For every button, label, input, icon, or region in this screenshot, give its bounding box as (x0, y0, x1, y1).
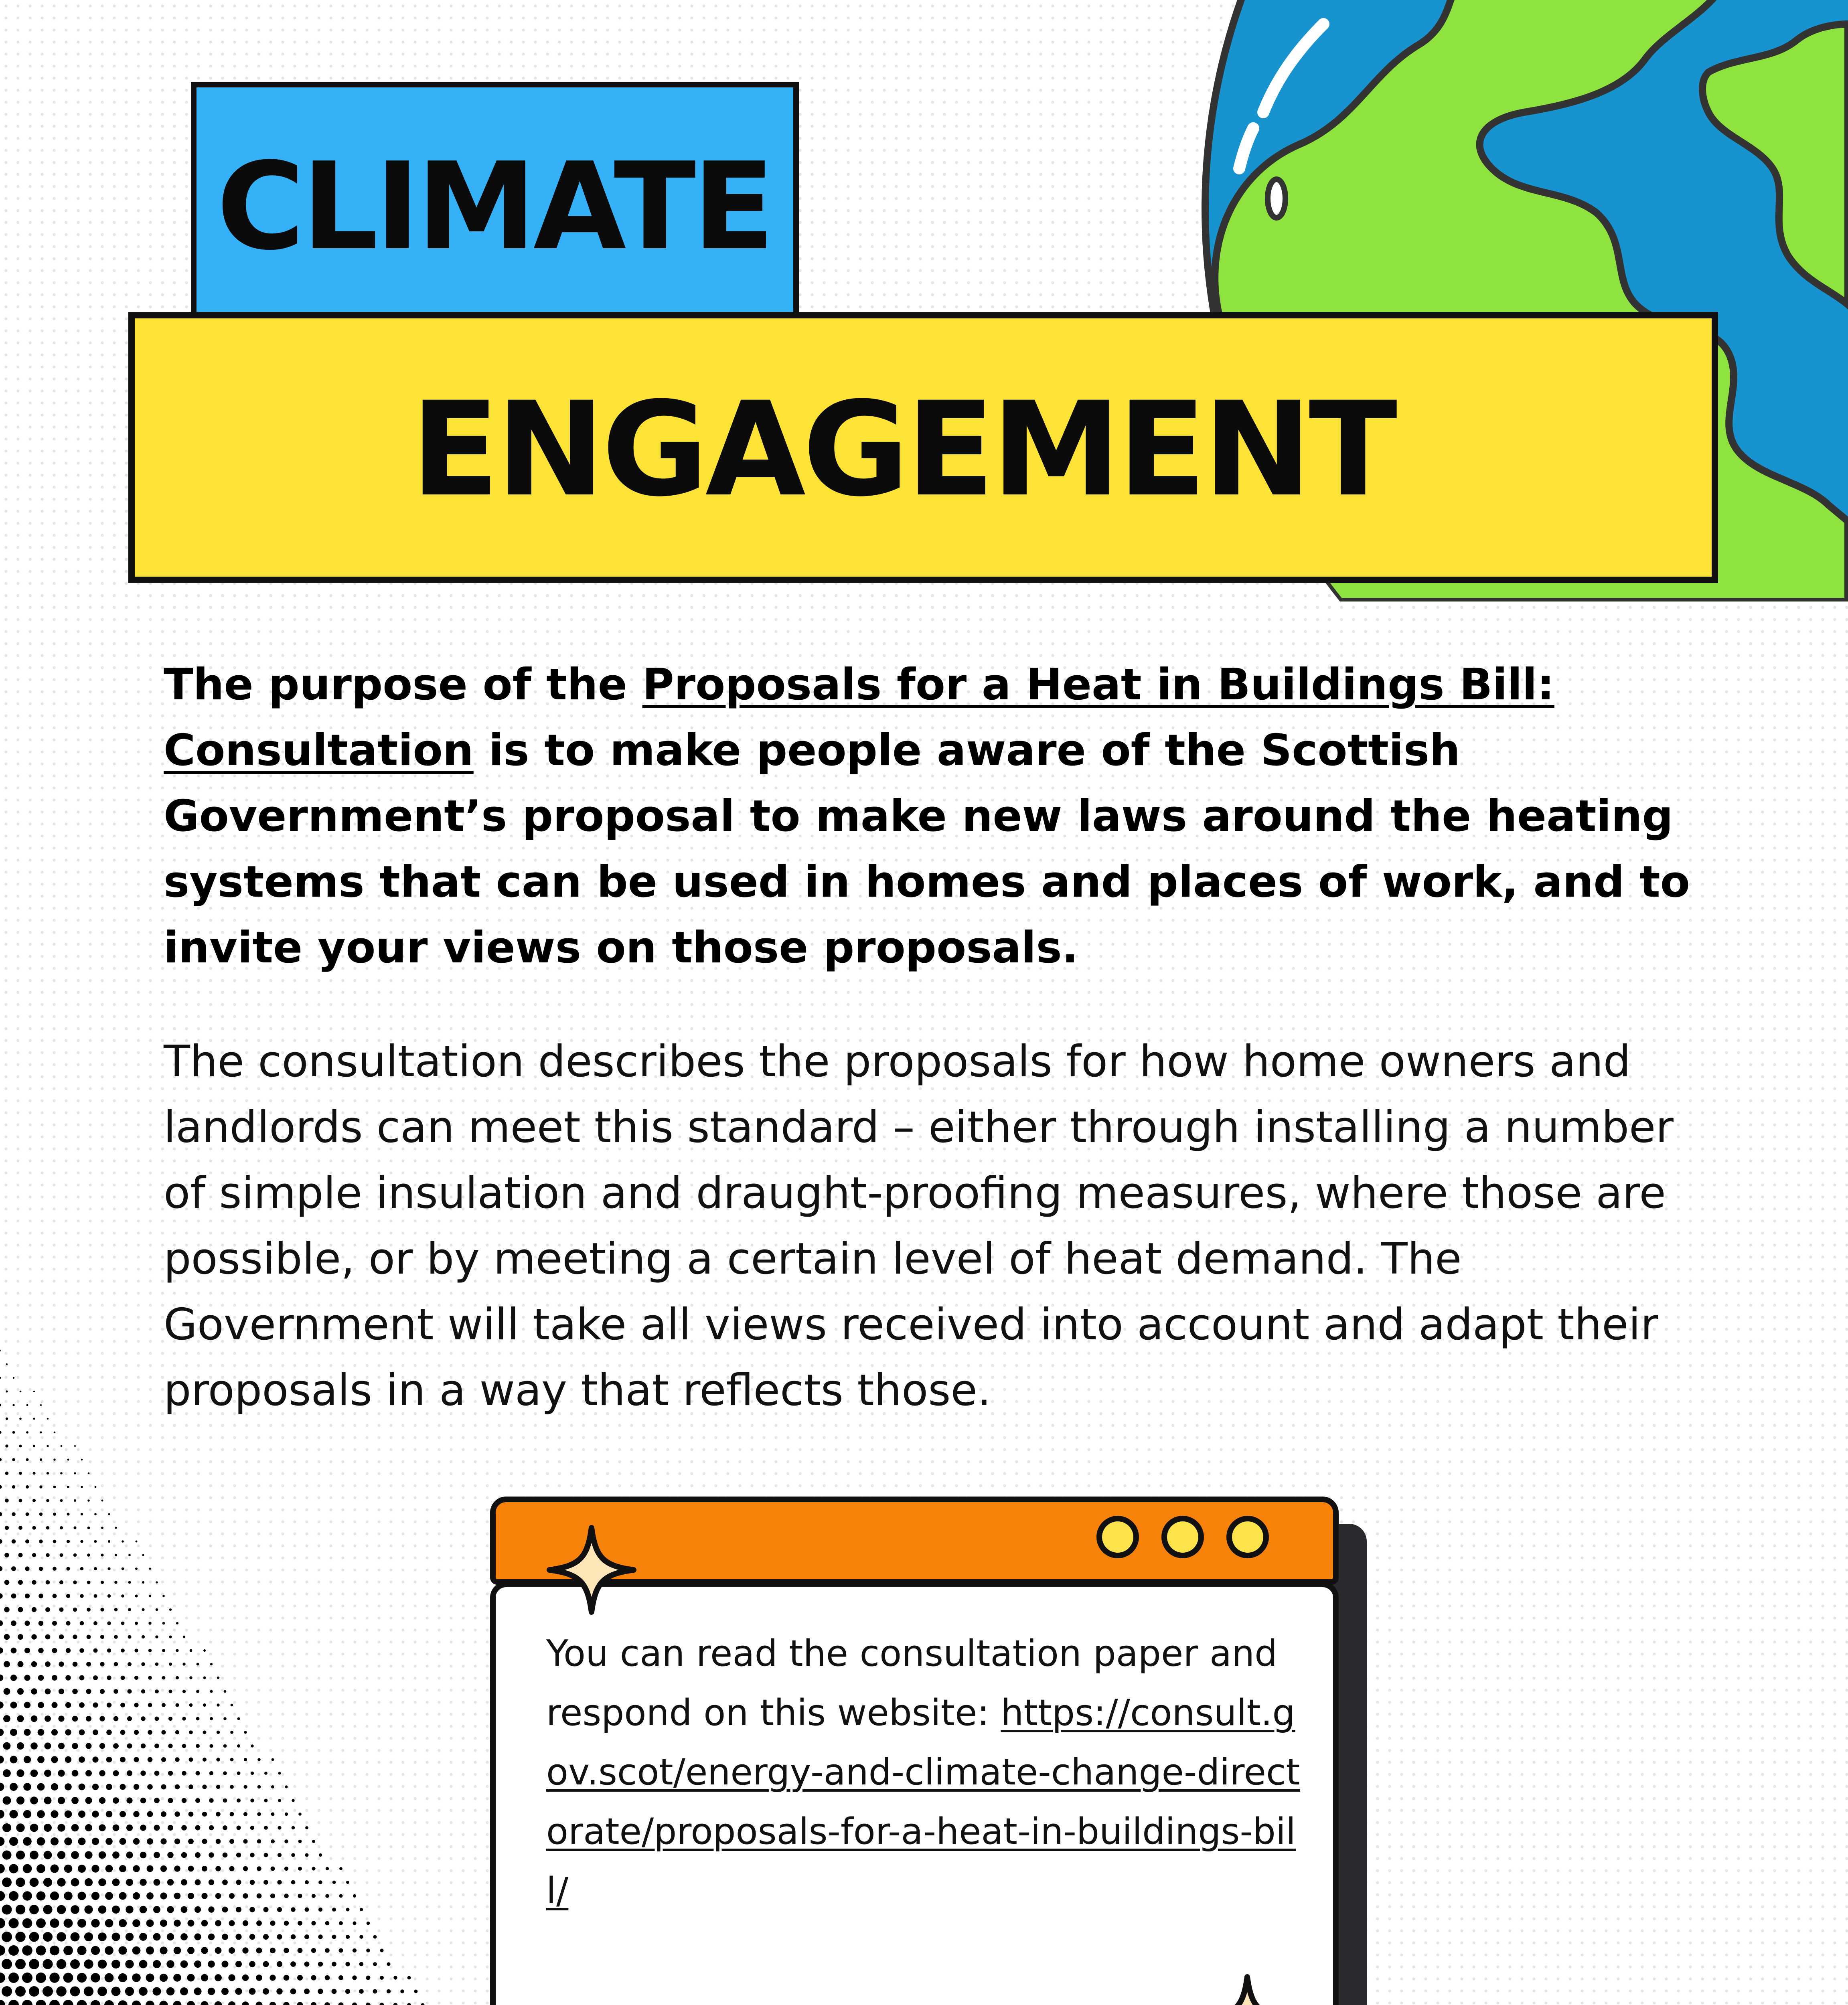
card-text (546, 1624, 1308, 1921)
card-message: You can read the consultation paper and respond on this website: (546, 1632, 1278, 1734)
window-dot-1 (1096, 1516, 1139, 1558)
intro-prefix: The purpose of the (164, 660, 642, 710)
window-dot-3 (1226, 1516, 1269, 1558)
body-paragraph: The consultation describes the proposals for how home owners and landlords can meet this standard – either through installing a number of simple insulation and draught-proofing measures, where those are possible, or by meeting a certain level of heat demand. The Government will take all views received into account and adapt their proposals in a way that reflects those. (164, 1037, 1674, 1416)
intro-suffix: is to make people aware of the Scottish Government’s proposal to make new laws around the heating systems that can be used in homes and places of work, and to invite your views on those proposals. (164, 725, 1690, 973)
window-dot-2 (1161, 1516, 1204, 1558)
sparkle-icon (545, 1524, 638, 1616)
intro-paragraph (164, 652, 1712, 981)
title-engagement: ENGAGEMENT (411, 374, 1394, 525)
sparkle-icon (1201, 1973, 1293, 2005)
title-climate: CLIMATE (217, 137, 772, 277)
consultation-link[interactable]: Proposals for a Heat in Buildings Bill: Consultation (164, 660, 1554, 776)
consultation-url-link[interactable]: https://consult.gov.scot/energy-and-climate-change-directorate/proposals-for-a-heat-in-buildings-bill/ (546, 1692, 1300, 1912)
